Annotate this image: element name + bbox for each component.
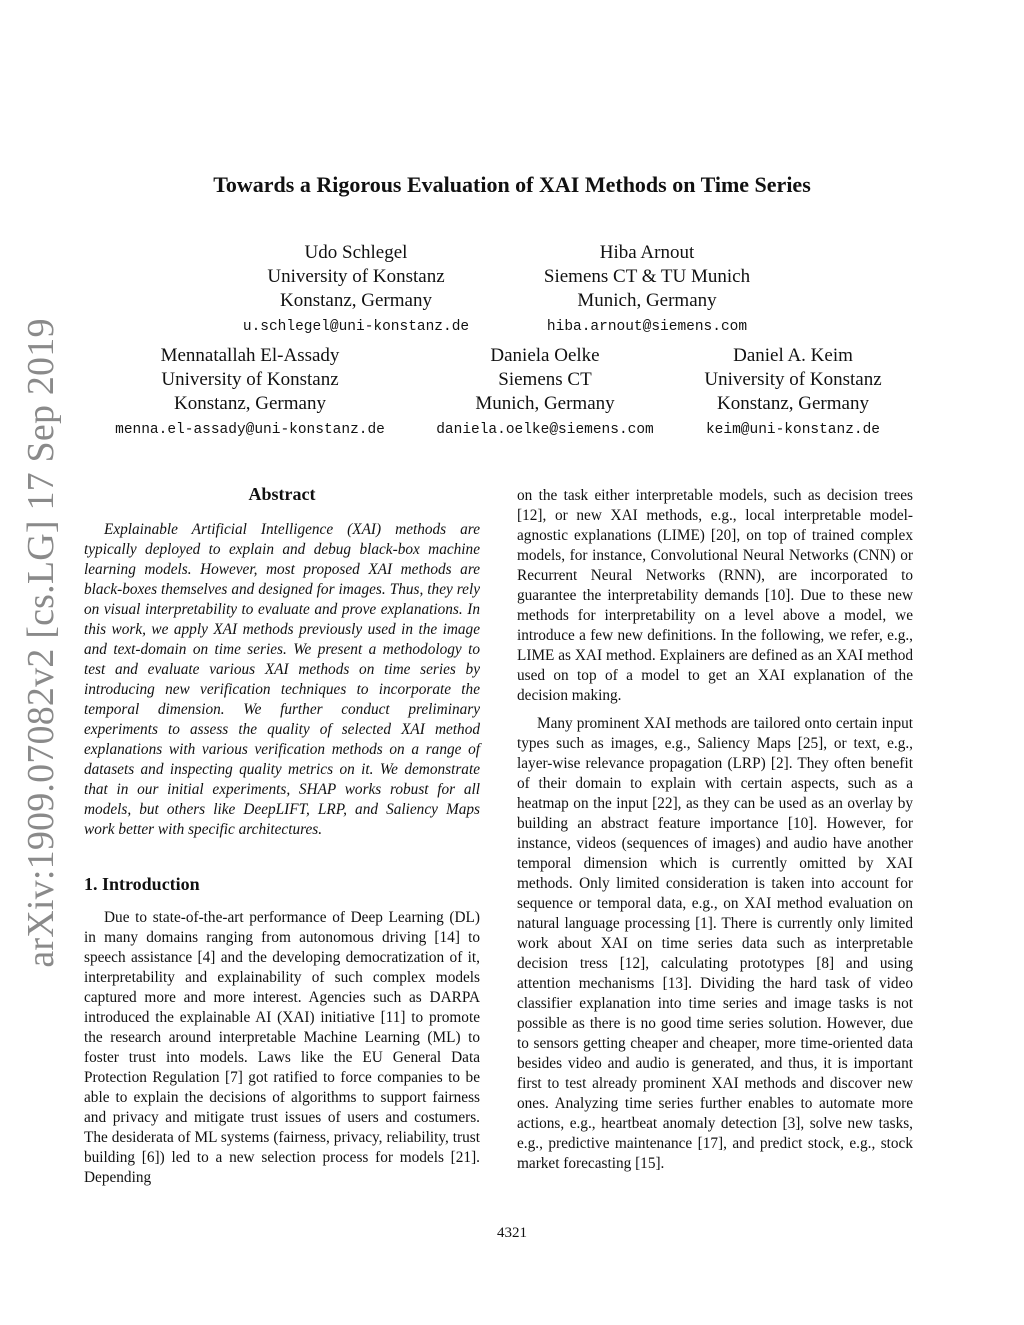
author-affiliation: University of Konstanz xyxy=(704,369,882,390)
author-name: Daniela Oelke xyxy=(490,345,600,366)
abstract-heading: Abstract xyxy=(248,484,316,504)
author-name: Udo Schlegel xyxy=(304,242,408,263)
author-block xyxy=(497,241,797,337)
paper-title: Towards a Rigorous Evaluation of XAI Methods on Time Series xyxy=(213,172,811,197)
author-affiliation: Siemens CT & TU Munich xyxy=(543,266,751,287)
author-location: Konstanz, Germany xyxy=(717,393,869,414)
author-name: Hiba Arnout xyxy=(599,242,695,263)
introduction-heading: 1. Introduction xyxy=(84,874,200,894)
author-name: Daniel A. Keim xyxy=(733,345,853,366)
author-block xyxy=(643,344,943,440)
author-affiliation: Siemens CT xyxy=(498,369,592,390)
arxiv-identifier: arXiv:1909.07082v2 [cs.LG] 17 Sep 2019 xyxy=(20,318,62,968)
author-email: keim@uni-konstanz.de xyxy=(705,422,881,438)
intro-paragraph: Many prominent XAI methods are tailored onto certain input types such as images, e.g., Saliency Maps [25], or text, e.g., layer-wise relevance propagation (LRP) [2]. They often benefit of their domain to explain with certain aspects, such as a heatmap on the input [22], as they can be used as an overlay by building an abstract feature importance [10]. However, for instance, videos (sequences of images) and audio have another temporal dimension which is currently omitted by XAI methods. Only limited consideration is taken into account for sequence or temporal data, e.g., on XAI method evaluation on natural language processing [1]. There is currently only limited work about XAI on time series data such as interpretable decision tress [12], calculating prototypes [8] and using attention mechanisms [13]. Dividing the hard task of video classifier explanation into time series and image tasks is not possible as there is no good time series solution. However, due to sensors getting cheaper and cheaper, more time-oriented data besides video and audio is generated, and thus, it is important first to test already prominent XAI methods and discover new ones. Analyzing time series further enables to automate more actions, e.g., heartbeat anomaly detection [3], solve new tasks, e.g., predictive maintenance [17], and predict stock, e.g., stock market forecasting [15]. xyxy=(517,715,913,1172)
author-location: Munich, Germany xyxy=(475,393,615,414)
author-email: u.schlegel@uni-konstanz.de xyxy=(242,319,470,335)
author-email: hiba.arnout@siemens.com xyxy=(546,319,748,335)
author-affiliation: University of Konstanz xyxy=(161,369,339,390)
right-column xyxy=(517,486,913,1174)
author-affiliation: University of Konstanz xyxy=(267,266,445,287)
intro-paragraph: Due to state-of-the-art performance of Deep Learning (DL) in many domains ranging from autonomous driving [14] to speech assistance [4] and the developing democratization of it, interpretability and explainability of such complex models captured more and more interest. Agencies such as DARPA introduced the explainable AI (XAI) initiative [11] to promote the research around interpretable Machine Learning (ML) to foster trust into models. Laws like the EU General Data Protection Regulation [7] got ratified to force companies to be able to explain the decisions of algorithms to support fairness and privacy and mitigate trust issues of users and costumers. The desiderata of ML systems (fairness, privacy, reliability, trust building [6]) led to a new selection process for models [21]. Depending xyxy=(84,909,480,1186)
author-location: Munich, Germany xyxy=(577,290,717,311)
left-column xyxy=(84,484,480,1188)
intro-paragraph-continued: on the task either interpretable models, such as decision trees [12], or new XAI methods, e.g., local interpretable model-agnostic explanations (LIME) [20], on top of trained complex models, for instance, Convolutional Neural Networks (CNN) or Recurrent Neural Networks (RNN), are incorporated to guarantee the interpretability demands [10]. Due to these new methods for interpretability on a level above a model, we introduce a few new definitions. In the following, we refer, e.g., LIME as XAI method. Explainers are defined as an XAI method used on top of a model to get an XAI explanation of the decision making. xyxy=(517,487,913,704)
author-email: daniela.oelke@siemens.com xyxy=(436,422,654,438)
abstract-text: Explainable Artificial Intelligence (XAI) methods are typically deployed to explain and debug black-box machine learning models. However, most proposed XAI methods are black-boxes themselves and designed for images. Thus, they rely on visual interpretability to evaluate and prove explanations. In this work, we apply XAI methods previously used in the image and text-domain on time series. We present a methodology to test and evaluate various XAI methods on time series by introducing new verification techniques to incorporate the temporal dimension. We further conduct preliminary experiments to assess the quality of selected XAI method explanations with various verification methods on a range of datasets and inspecting quality metrics on it. We demonstrate that in our initial experiments, SHAP works robust for all models, but others like DeepLIFT, LRP, and Saliency Maps work better with specific architectures. xyxy=(84,521,480,838)
author-block xyxy=(206,241,506,337)
author-location: Konstanz, Germany xyxy=(174,393,326,414)
page-number: 4321 xyxy=(497,1225,527,1241)
author-location: Konstanz, Germany xyxy=(280,290,432,311)
author-name: Mennatallah El-Assady xyxy=(160,345,340,366)
author-email: menna.el-assady@uni-konstanz.de xyxy=(115,422,385,438)
author-block xyxy=(100,344,400,440)
